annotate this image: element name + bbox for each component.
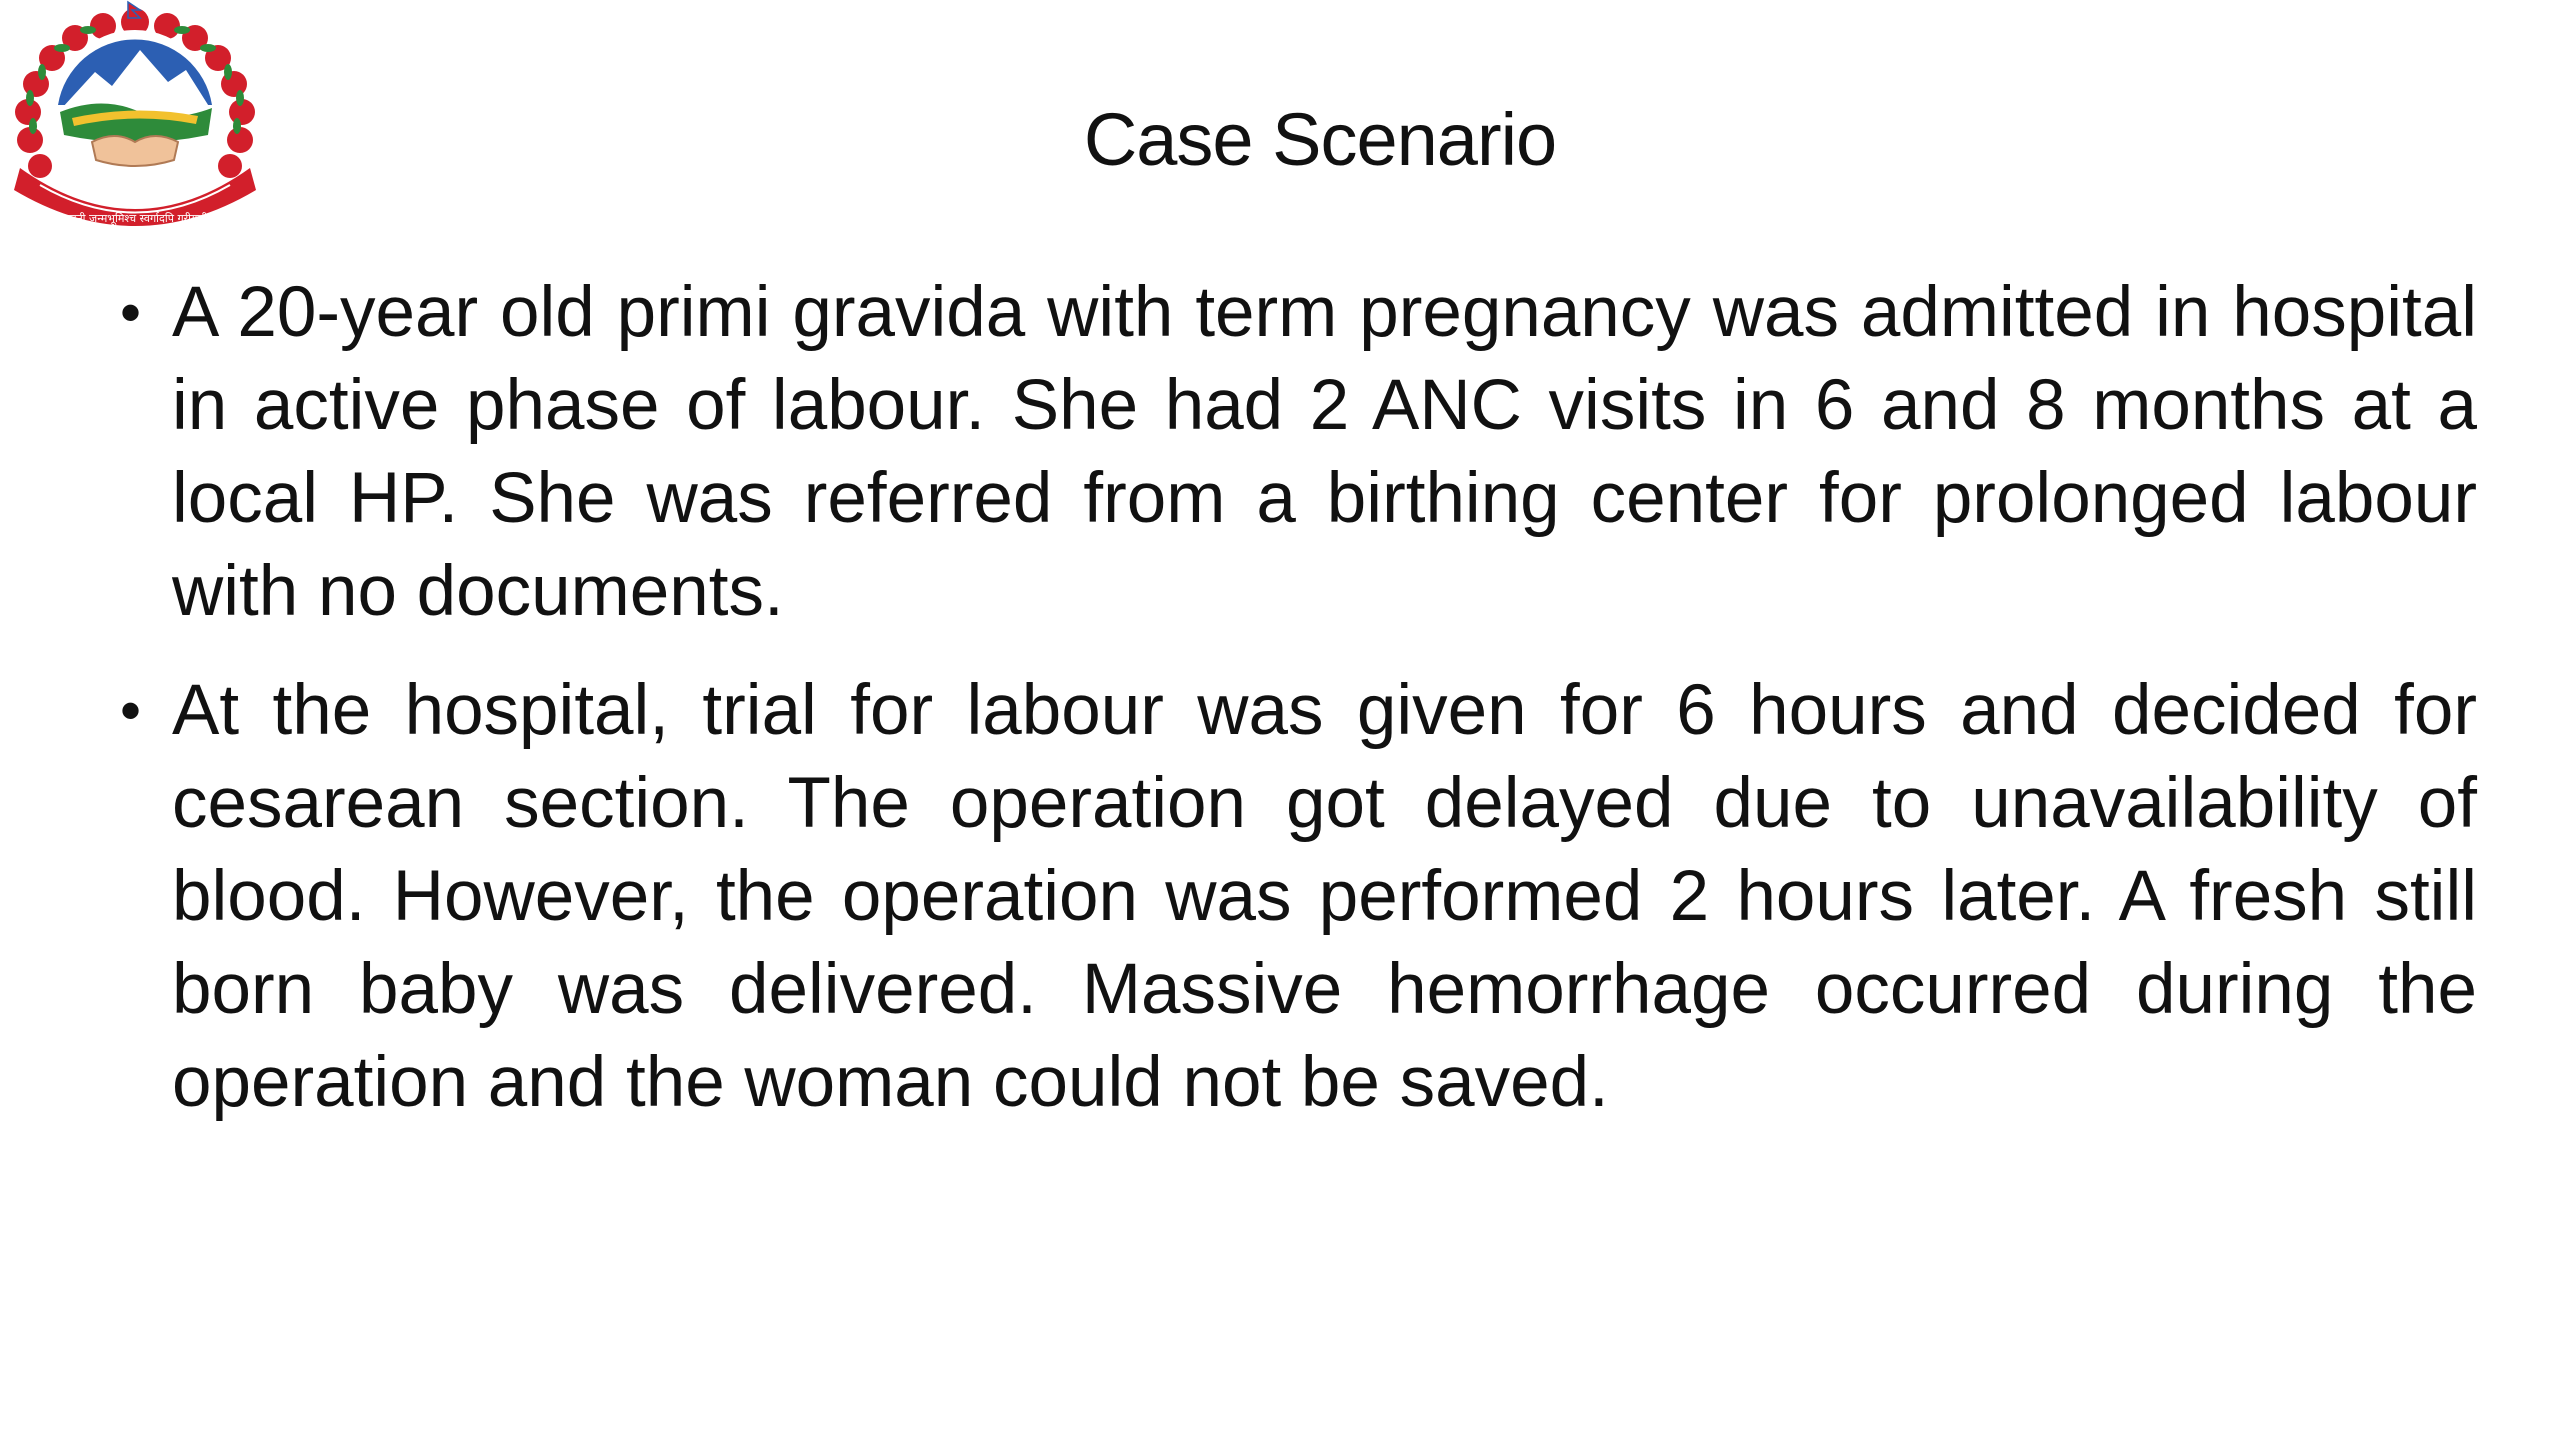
slide-title: Case Scenario — [1083, 98, 1557, 181]
bullet-item: • At the hospital, trial for labour was given for 6 hours and decided for cesarean section. The operation got delayed due to unavailability of blood. However, the operation was performed 2 hours later. A fresh still born baby was delivered. Massive hemorrhage occurred during the operation and the woman could not be saved. — [172, 664, 2477, 1129]
bullet-list — [172, 266, 2477, 1155]
emblem-motto: जननी जन्मभूमिश्च स्वर्गादपि गरीयसी — [62, 212, 208, 225]
bullet-item: • A 20-year old primi gravida with term pregnancy was admitted in hospital in active phase of labour. She had 2 ANC visits in 6 and 8 months at a local HP. She was referred from a birthing center for prolonged labour with no documents. — [172, 266, 2477, 638]
